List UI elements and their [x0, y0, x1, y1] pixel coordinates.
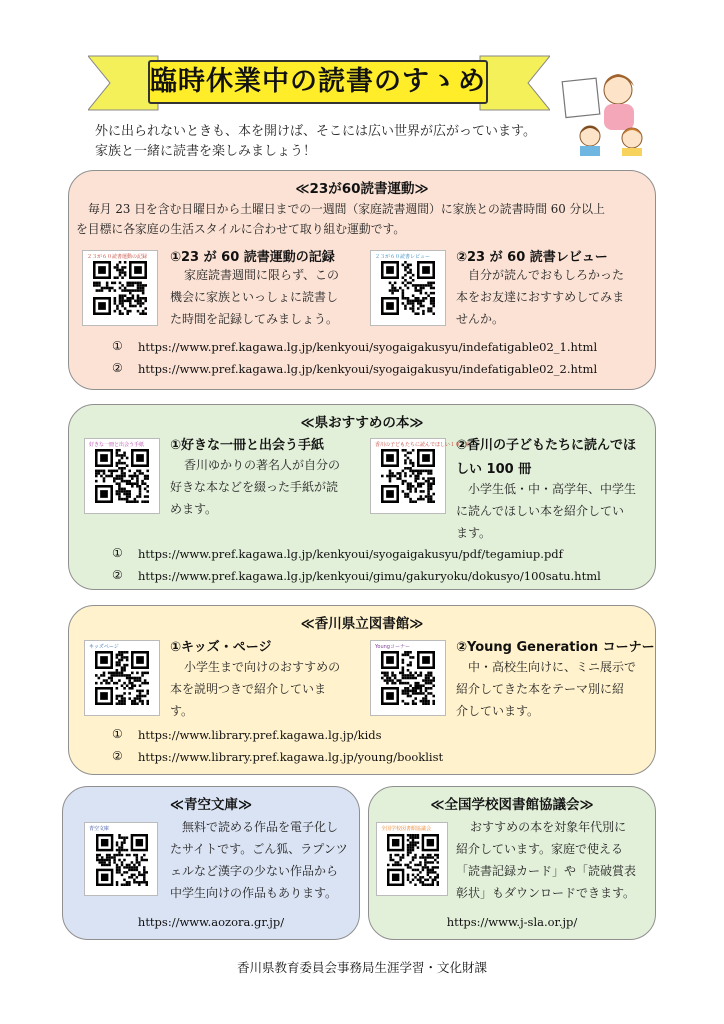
qr-pattern — [381, 449, 435, 503]
section2-title: ≪県おすすめの本≫ — [300, 415, 424, 431]
qr-pattern — [387, 834, 439, 886]
section4-line1: 無料で読める作品を電子化し — [182, 820, 339, 834]
section4-line2: たサイトです。ごん狐、ラプンツ — [170, 842, 348, 856]
section3-item1-title: ①キッズ・ページ — [170, 640, 272, 655]
section3-url2-link[interactable]: https://www.library.pref.kagawa.lg.jp/young/booklist — [138, 750, 444, 764]
qr-code-letters[interactable] — [84, 438, 160, 514]
qr-code-young-generation[interactable] — [370, 640, 446, 716]
reading-family-illustration — [560, 62, 650, 158]
section1-item1-line3: た時間を記録してみましょう。 — [170, 312, 339, 326]
section1-title: ≪23が60読書運動≫ — [295, 181, 429, 197]
qr3-label: 好きな一冊と出会う手紙 — [89, 442, 145, 448]
qr-pattern — [96, 834, 148, 886]
qr-pattern — [95, 651, 149, 705]
section2-item1-title: ①好きな一冊と出会う手紙 — [170, 438, 325, 453]
section2-url1-link[interactable]: https://www.pref.kagawa.lg.jp/kenkyoui/syogaigakusyu/pdf/tegamiup.pdf — [138, 547, 563, 561]
qr5-label: キッズページ — [89, 644, 119, 650]
section5-url-link[interactable]: https://www.j-sla.or.jp/ — [446, 915, 578, 929]
intro-line-2: 家族と一緒に読書を楽しみましょう！ — [95, 144, 317, 159]
qr-pattern — [381, 261, 435, 315]
section3-url1-number: ① — [112, 727, 123, 741]
section1-item1-line1: 家庭読書週間に限らず、この — [184, 268, 340, 282]
section2-item2-line3: ます。 — [456, 526, 492, 540]
section1-desc-line2: を目標に各家庭の生活スタイルに合わせて取り組む運動です。 — [76, 222, 406, 236]
section4-url-link[interactable]: https://www.aozora.gr.jp/ — [137, 915, 285, 929]
section4-line4: 中学生向けの作品もあります。 — [170, 886, 338, 900]
section1-url2-link[interactable]: https://www.pref.kagawa.lg.jp/kenkyoui/syogaigakusyu/indefatigable02_2.html — [138, 362, 598, 376]
qr-code-jsla[interactable] — [376, 822, 448, 896]
qr4-label: 香川の子どもたちに読んでほしい１００冊 — [375, 442, 471, 448]
section2-item1-line2: 好きな本などを綴った手紙が読 — [170, 480, 339, 494]
section3-item2-line1: 中・高校生向けに、ミニ展示で — [468, 660, 637, 674]
section1-url2-number: ② — [112, 361, 123, 375]
qr-pattern — [93, 261, 147, 315]
section1-url1-number: ① — [112, 339, 123, 353]
section2-url2-link[interactable]: https://www.pref.kagawa.lg.jp/kenkyoui/gimu/gakuryoku/dokusyo/100satu.html — [138, 569, 601, 583]
qr-code-100-books[interactable] — [370, 438, 471, 514]
qr-pattern — [95, 449, 149, 503]
qr-code-23-60-record[interactable] — [82, 250, 158, 326]
section2-item1-line3: めます。 — [170, 502, 218, 516]
section1-item2-line1: 自分が読んでおもしろかった — [468, 268, 625, 282]
section1-desc-line1: 毎月 23 日を含む日曜日から土曜日までの一週間（家庭読書週間）に家族との読書時間 60 分以上 — [88, 202, 605, 216]
section5-line1: おすすめの本を対象年代別に — [470, 820, 627, 834]
section3-title: ≪香川県立図書館≫ — [300, 616, 424, 632]
section2-url1-number: ① — [112, 546, 123, 560]
qr-code-23-60-review[interactable] — [370, 250, 446, 326]
section2-item2-line1: 小学生低・中・高学年、中学生 — [468, 482, 637, 496]
section1-url1-link[interactable]: https://www.pref.kagawa.lg.jp/kenkyoui/syogaigakusyu/indefatigable02_1.html — [138, 340, 598, 354]
section4-title: ≪青空文庫≫ — [169, 797, 253, 813]
qr6-label: Youngコーナー — [375, 644, 410, 650]
page-title: 臨時休業中の読書のすゝめ — [148, 60, 488, 104]
section3-item2-line3: 介しています。 — [456, 704, 540, 718]
section3-item2-title: ②Young Generation コーナー — [456, 640, 655, 655]
qr-code-kids-page[interactable] — [84, 640, 160, 716]
section1-item1-title: ①23 が 60 読書運動の記録 — [170, 250, 335, 265]
section3-url1-link[interactable]: https://www.library.pref.kagawa.lg.jp/kids — [138, 728, 382, 742]
section2-item1-line1: 香川ゆかりの著名人が自分の — [184, 458, 341, 472]
section1-item2-line3: せんか。 — [456, 312, 505, 326]
section4-line3: ェルなど漢字の少ない作品から — [170, 864, 339, 878]
section3-item1-line2: 本を説明つきで紹介していま — [170, 682, 327, 696]
section5-line2: 紹介しています。家庭で使える — [456, 842, 624, 856]
section3-item2-line2: 紹介してきた本をテーマ別に紹 — [456, 682, 625, 696]
section2-item2-title-line1: ②香川の子どもたちに読んでほ — [456, 438, 637, 453]
section3-item1-line3: す。 — [170, 704, 194, 718]
qr2-label: ２３が６０読書レビュー — [375, 254, 431, 260]
section2-item2-title-line2: しい 100 冊 — [456, 462, 532, 477]
footer-department: 香川県教育委員会事務局生涯学習・文化財課 — [236, 960, 487, 975]
section3-item1-line1: 小学生まで向けのおすすめの — [184, 660, 341, 674]
section2-item2-line2: に読んでほしい本を紹介してい — [456, 504, 625, 518]
qr-code-aozora[interactable] — [84, 822, 158, 896]
qr-pattern — [381, 651, 435, 705]
qr7-label: 青空文庫 — [89, 826, 110, 832]
intro-line-1: 外に出られないときも、本を開けば、そこには広い世界が広がっています。 — [95, 124, 536, 139]
section5-line3: 「読書記録カード」や「読破賞表 — [456, 864, 637, 878]
qr1-label: ２３が６０読書運動の記録 — [87, 254, 148, 260]
section3-url2-number: ② — [112, 749, 123, 763]
section1-item1-line2: 機会に家族といっしょに読書し — [170, 290, 339, 304]
section2-url2-number: ② — [112, 568, 123, 582]
section5-line4: 彰状」もダウンロードできます。 — [456, 886, 636, 900]
section5-title: ≪全国学校図書館協議会≫ — [430, 797, 594, 813]
qr8-label: 全国学校図書館協議会 — [381, 826, 432, 832]
section1-item2-line2: 本をお友達におすすめしてみま — [456, 290, 625, 304]
section1-item2-title: ②23 が 60 読書レビュー — [456, 250, 608, 265]
